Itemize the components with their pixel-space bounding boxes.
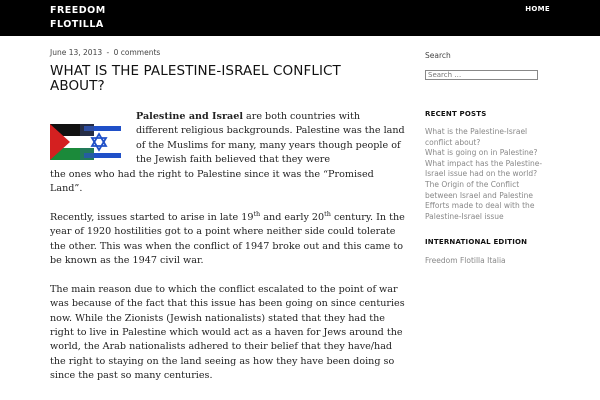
sidebar <box>425 51 545 265</box>
recent-post-link[interactable]: Efforts made to deal with the Palestine-Israel issue <box>425 201 535 221</box>
international-edition-link[interactable]: Freedom Flotilla Italia <box>425 256 506 266</box>
international-edition-title: INTERNATIONAL EDITION <box>425 238 528 247</box>
search-label: Search <box>425 51 451 60</box>
intro-bold: Palestine and Israel <box>136 111 243 122</box>
site-title-line1: FREEDOM <box>50 5 106 16</box>
paragraph-2 <box>50 211 405 269</box>
p2-superscript-1: th <box>253 209 261 218</box>
p2-text-b: and early 20 <box>260 211 325 223</box>
recent-post-link[interactable]: The Origin of the Conflict between Israel and Palestine <box>425 179 533 200</box>
paragraph-1 <box>50 110 405 196</box>
post-title: WHAT IS THE PALESTINE-ISRAEL CONFLICT ABOUT? <box>50 63 341 94</box>
recent-post-link[interactable]: What is the Palestine-Israel conflict about? <box>425 127 528 147</box>
p2-text-c: century. In the year of 1920 hostilities got to a point where neither side could tolerate the other. This was when the conflict of 1947 broke out and this came to be known as the 1947 civil war. <box>50 211 405 267</box>
post-content <box>50 110 405 398</box>
post-meta <box>50 48 160 57</box>
p2-superscript-2: th <box>324 209 331 218</box>
site-title-line2: FLOTILLA <box>50 19 104 30</box>
intro-continuation: the ones who had the right to Palestine since it was the “Promised Land”. <box>50 168 374 195</box>
p2-text-a: Recently, issues started to arise in late 19 <box>50 211 254 223</box>
recent-posts-title: RECENT POSTS <box>425 110 487 118</box>
recent-post-link[interactable]: What is going on in Palestine? <box>425 148 538 158</box>
site-title-link[interactable] <box>50 4 130 32</box>
recent-post-link[interactable]: What impact has the Palestine-Israel issue had on the world? <box>425 158 543 179</box>
post-date-link[interactable]: June 13, 2013 <box>50 48 103 57</box>
meta-separator: - <box>106 48 110 57</box>
comments-link[interactable]: 0 comments <box>113 48 161 57</box>
paragraph-3: The main reason due to which the conflict escalated to the point of war was because of the fact that this issue has been going on since centuries now. While the Zionists (Jewish nationalists) stated that they had the right to live in Palestine which would act as a haven for Jews around the world, the Arab nationalists adhered to their belief that they have/had the right to staying on the land seeing as how they have been doing so since the past so many centuries. <box>50 283 405 382</box>
search-input[interactable] <box>425 70 538 80</box>
recent-posts-list <box>425 127 545 222</box>
top-bar <box>0 0 600 36</box>
nav-home-link[interactable]: HOME <box>525 5 550 13</box>
intro-text: are both countries with different religious backgrounds. Palestine was the land of the Muslims for many, many years though people of the Jewish faith believed that they were <box>136 111 405 166</box>
